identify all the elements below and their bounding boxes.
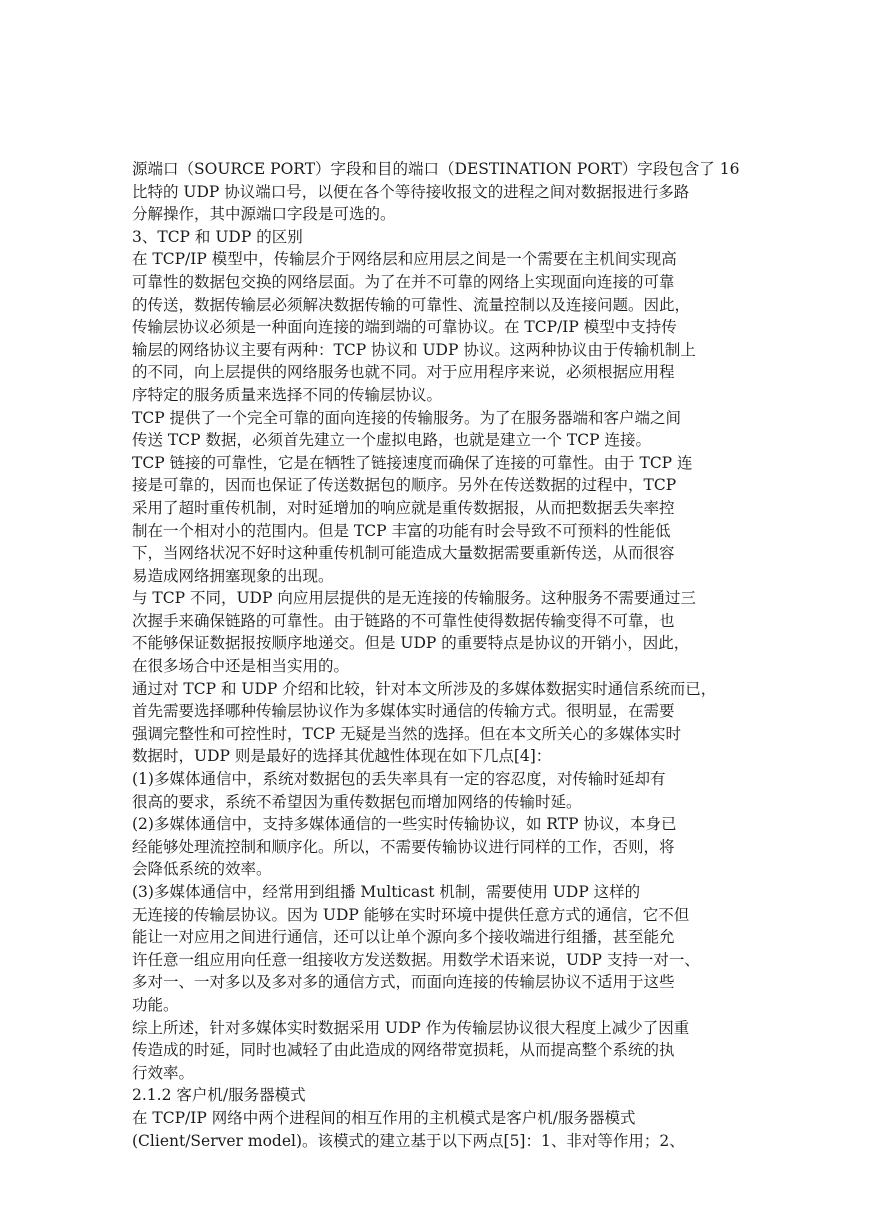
text-line: 数据时，UDP 则是最好的选择其优越性体现在如下几点[4]：	[132, 747, 552, 766]
text-line: 的传送，数据传输层必须解决数据传输的可靠性、流量控制以及连接问题。因此，	[132, 295, 691, 314]
text-line: 传输层协议必须是一种面向连接的端到端的可靠协议。在 TCP/IP 模型中支持传	[132, 318, 677, 337]
text-line: 源端口（SOURCE PORT）字段和目的端口（DESTINATION PORT）字段包含了 16	[132, 160, 740, 178]
text-line: 会降低系统的效率。	[132, 860, 272, 879]
text-line: 比特的 UDP 协议端口号，以便在各个等待接收报文的进程之间对数据报进行多路	[132, 182, 690, 201]
text-line: 在很多场合中还是相当实用的。	[132, 657, 350, 676]
text-line: 不能够保证数据报按顺序地递交。但是 UDP 的重要特点是协议的开销小，因此，	[132, 634, 690, 653]
text-line: 行效率。	[132, 1063, 195, 1082]
text-line: 次握手来确保链路的可靠性。由于链路的不可靠性使得数据传输变得不可靠，也	[132, 611, 675, 630]
document-body	[132, 158, 740, 1152]
text-line: 下，当网络状况不好时这种重传机制可能造成大量数据需要重新传送，从而很容	[132, 544, 675, 563]
text-line: (Client/Server model)。该模式的建立基于以下两点[5]：1、非对等作用；2、	[132, 1131, 685, 1150]
list-item-1: (1)多媒体通信中，系统对数据包的丢失率具有一定的容忍度，对传输时延却有	[132, 770, 666, 789]
text-line: 序特定的服务质量来选择不同的传输层协议。	[132, 385, 443, 404]
text-line: 功能。	[132, 995, 179, 1014]
text-line: 强调完整性和可控性时，TCP 无疑是当然的选择。但在本文所关心的多媒体实时	[132, 724, 682, 743]
text-line: 分解操作，其中源端口字段是可选的。	[132, 205, 396, 224]
text-line: 制在一个相对小的范围内。但是 TCP 丰富的功能有时会导致不可预料的性能低	[132, 521, 671, 540]
text-line: TCP 提供了一个完全可靠的面向连接的传输服务。为了在服务器端和客户端之间	[132, 408, 682, 427]
list-item-2: (2)多媒体通信中，支持多媒体通信的一些实时传输协议，如 RTP 协议，本身已	[132, 815, 677, 834]
text-line: 很高的要求，系统不希望因为重传数据包而增加网络的传输时延。	[132, 792, 582, 811]
text-line: TCP 链接的可靠性，它是在牺牲了链接速度而确保了连接的可靠性。由于 TCP 连	[132, 453, 693, 472]
text-line: 输层的网络协议主要有两种：TCP 协议和 UDP 协议。这两种协议由于传输机制上	[132, 340, 696, 359]
text-line: 多对一、一对多以及多对多的通信方式，而面向连接的传输层协议不适用于这些	[132, 973, 675, 992]
text-line: 综上所述，针对多媒体实时数据采用 UDP 作为传输层协议很大程度上减少了因重	[132, 1018, 690, 1037]
text-line: 接是可靠的，因而也保证了传送数据包的顺序。另外在传送数据的过程中，TCP	[132, 476, 677, 495]
text-line: 经能够处理流控制和顺序化。所以，不需要传输协议进行同样的工作，否则，将	[132, 837, 675, 856]
text-line: 与 TCP 不同，UDP 向应用层提供的是无连接的传输服务。这种服务不需要通过三	[132, 589, 696, 608]
text-line: 采用了超时重传机制，对时延增加的响应就是重传数据报，从而把数据丢失率控	[132, 498, 675, 517]
text-line: 能让一对应用之间进行通信，还可以让单个源向多个接收端进行组播，甚至能允	[132, 928, 675, 947]
text-line: 首先需要选择哪种传输层协议作为多媒体实时通信的传输方式。很明显，在需要	[132, 702, 675, 721]
text-line: 的不同，向上层提供的网络服务也就不同。对于应用程序来说，必须根据应用程	[132, 363, 675, 382]
section-heading: 3、TCP 和 UDP 的区别	[132, 227, 303, 246]
text-line: 可靠性的数据包交换的网络层面。为了在并不可靠的网络上实现面向连接的可靠	[132, 272, 675, 291]
text-line: 许任意一组应用向任意一组接收方发送数据。用数学术语来说，UDP 支持一对一、	[132, 950, 700, 969]
text-line: 易造成网络拥塞现象的出现。	[132, 566, 334, 585]
list-item-3: (3)多媒体通信中，经常用到组播 Multicast 机制，需要使用 UDP 这样的	[132, 883, 641, 901]
text-line: 传送 TCP 数据，必须首先建立一个虚拟电路，也就是建立一个 TCP 连接。	[132, 431, 651, 450]
text-line: 通过对 TCP 和 UDP 介绍和比较，针对本文所涉及的多媒体数据实时通信系统而已，	[132, 679, 717, 698]
text-line: 传造成的时延，同时也减轻了由此造成的网络带宽损耗，从而提高整个系统的执	[132, 1041, 675, 1060]
text-line: 在 TCP/IP 网络中两个进程间的相互作用的主机模式是客户机/服务器模式	[132, 1108, 636, 1127]
section-heading: 2.1.2 客户机/服务器模式	[132, 1086, 306, 1105]
text-line: 无连接的传输层协议。因为 UDP 能够在实时环境中提供任意方式的通信，它不但	[132, 905, 690, 924]
text-line: 在 TCP/IP 模型中，传输层介于网络层和应用层之间是一个需要在主机间实现高	[132, 250, 677, 269]
